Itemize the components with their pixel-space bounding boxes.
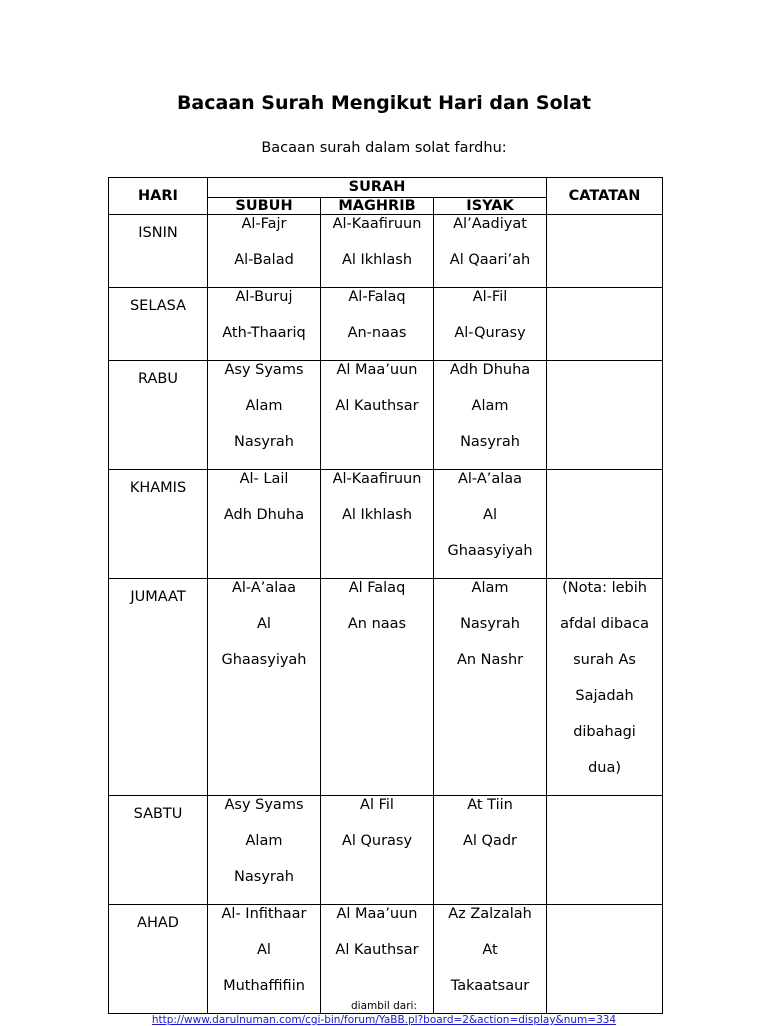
isyak-surah-line: Alam [471, 580, 509, 596]
table-row [109, 288, 663, 361]
subuh-cell [208, 215, 321, 288]
catatan-cell [547, 905, 663, 1014]
isyak-surah-line: Ghaasyiyah [447, 543, 533, 559]
source-label: diambil dari: [351, 1000, 417, 1012]
catatan-surah-line: Sajadah [575, 688, 634, 704]
maghrib-surah-line: Al Falaq [348, 580, 406, 596]
maghrib-surah-line: Al Kauthsar [335, 942, 419, 958]
isyak-surah-line: Al-A’alaa [457, 471, 523, 487]
isyak-surah-line: Nasyrah [460, 434, 520, 450]
page-title: Bacaan Surah Mengikut Hari dan Solat [176, 92, 592, 114]
day-cell: JUMAAT [109, 579, 208, 796]
subuh-surah-line: Al-Fajr [241, 216, 287, 232]
maghrib-cell [321, 579, 434, 796]
subuh-surah-line: Al-Buruj [235, 289, 293, 305]
header-subuh: SUBUH [208, 198, 321, 215]
maghrib-cell [321, 796, 434, 905]
isyak-surah-line: Al-Fil [472, 289, 508, 305]
catatan-surah-line: afdal dibaca [560, 616, 649, 632]
maghrib-surah-line: Al-Falaq [348, 289, 406, 305]
header-maghrib: MAGHRIB [321, 198, 434, 215]
catatan-cell [547, 215, 663, 288]
isyak-cell [434, 470, 547, 579]
subuh-surah-line: Al- Lail [239, 471, 289, 487]
isyak-surah-line: An Nashr [456, 652, 524, 668]
subuh-cell [208, 796, 321, 905]
subuh-surah-line: Al [257, 942, 271, 958]
maghrib-cell [321, 215, 434, 288]
catatan-cell [547, 470, 663, 579]
maghrib-surah-line: Al-Kaafiruun [332, 471, 422, 487]
table-row [109, 796, 663, 905]
catatan-surah-line: dua) [588, 760, 621, 776]
header-catatan: CATATAN [547, 178, 663, 215]
isyak-surah-line: Nasyrah [460, 616, 520, 632]
subuh-surah-line: Asy Syams [224, 797, 304, 813]
maghrib-cell [321, 470, 434, 579]
isyak-surah-line: Al [483, 507, 497, 523]
isyak-surah-line: Al Qaari’ah [449, 252, 531, 268]
subuh-surah-line: Alam [245, 398, 283, 414]
isyak-surah-line: At Tiin [467, 797, 513, 813]
subuh-cell [208, 470, 321, 579]
catatan-surah-line: dibahagi [573, 724, 636, 740]
table-row [109, 215, 663, 288]
isyak-cell [434, 905, 547, 1014]
maghrib-surah-line: Al Ikhlash [341, 507, 413, 523]
isyak-cell [434, 215, 547, 288]
maghrib-surah-line: Al-Kaafiruun [332, 216, 422, 232]
subuh-surah-line: Adh Dhuha [223, 507, 305, 523]
maghrib-surah-line: Al Maa’uun [336, 362, 418, 378]
header-surah: SURAH [208, 178, 547, 198]
subuh-surah-line: Ghaasyiyah [221, 652, 307, 668]
subuh-surah-line: Al [257, 616, 271, 632]
subuh-surah-line: Ath-Thaariq [222, 325, 306, 341]
isyak-surah-line: Al Qadr [463, 833, 518, 849]
subuh-surah-line: Al-A’alaa [231, 580, 297, 596]
maghrib-surah-line: An-naas [347, 325, 407, 341]
maghrib-surah-line: Al Qurasy [341, 833, 413, 849]
isyak-cell [434, 361, 547, 470]
subuh-cell [208, 361, 321, 470]
day-cell: SELASA [109, 288, 208, 361]
maghrib-surah-line: Al Kauthsar [335, 398, 419, 414]
catatan-cell [547, 288, 663, 361]
catatan-surah-line: surah As [573, 652, 636, 668]
isyak-cell [434, 796, 547, 905]
source-link[interactable]: http://www.darulnuman.com/cgi-bin/forum/YaBB.pl?board=2&action=display&num=334 [151, 1014, 617, 1026]
subuh-surah-line: Nasyrah [234, 434, 294, 450]
catatan-cell [547, 796, 663, 905]
day-cell: SABTU [109, 796, 208, 905]
subuh-cell [208, 579, 321, 796]
maghrib-surah-line: Al Fil [360, 797, 394, 813]
isyak-surah-line: At [482, 942, 498, 958]
day-cell: RABU [109, 361, 208, 470]
page-subtitle: Bacaan surah dalam solat fardhu: [261, 140, 507, 156]
maghrib-surah-line: Al Maa’uun [336, 906, 418, 922]
table-body [109, 215, 663, 1014]
day-cell: AHAD [109, 905, 208, 1014]
subuh-surah-line: Al-Balad [234, 252, 294, 268]
isyak-surah-line: Alam [471, 398, 509, 414]
subuh-cell [208, 905, 321, 1014]
subuh-surah-line: Al- Infithaar [221, 906, 307, 922]
isyak-surah-line: Al’Aadiyat [453, 216, 527, 232]
header-isyak: ISYAK [434, 198, 547, 215]
table-row [109, 361, 663, 470]
table-row [109, 905, 663, 1014]
isyak-surah-line: Takaatsaur [450, 978, 530, 994]
isyak-surah-line: Adh Dhuha [449, 362, 531, 378]
subuh-cell [208, 288, 321, 361]
isyak-surah-line: Az Zalzalah [448, 906, 532, 922]
maghrib-surah-line: An naas [347, 616, 407, 632]
catatan-surah-line: (Nota: lebih [562, 580, 647, 596]
subuh-surah-line: Alam [245, 833, 283, 849]
maghrib-cell [321, 361, 434, 470]
table-row [109, 470, 663, 579]
table-row [109, 579, 663, 796]
isyak-cell [434, 288, 547, 361]
isyak-surah-line: Al-Qurasy [454, 325, 526, 341]
day-cell: ISNIN [109, 215, 208, 288]
maghrib-cell [321, 288, 434, 361]
day-cell: KHAMIS [109, 470, 208, 579]
maghrib-surah-line: Al Ikhlash [341, 252, 413, 268]
subuh-surah-line: Nasyrah [234, 869, 294, 885]
catatan-cell [547, 579, 663, 796]
subuh-surah-line: Muthaffifiin [223, 978, 305, 994]
maghrib-cell [321, 905, 434, 1014]
subuh-surah-line: Asy Syams [224, 362, 304, 378]
surah-table [108, 177, 663, 1014]
catatan-cell [547, 361, 663, 470]
isyak-cell [434, 579, 547, 796]
header-hari: HARI [109, 178, 208, 215]
